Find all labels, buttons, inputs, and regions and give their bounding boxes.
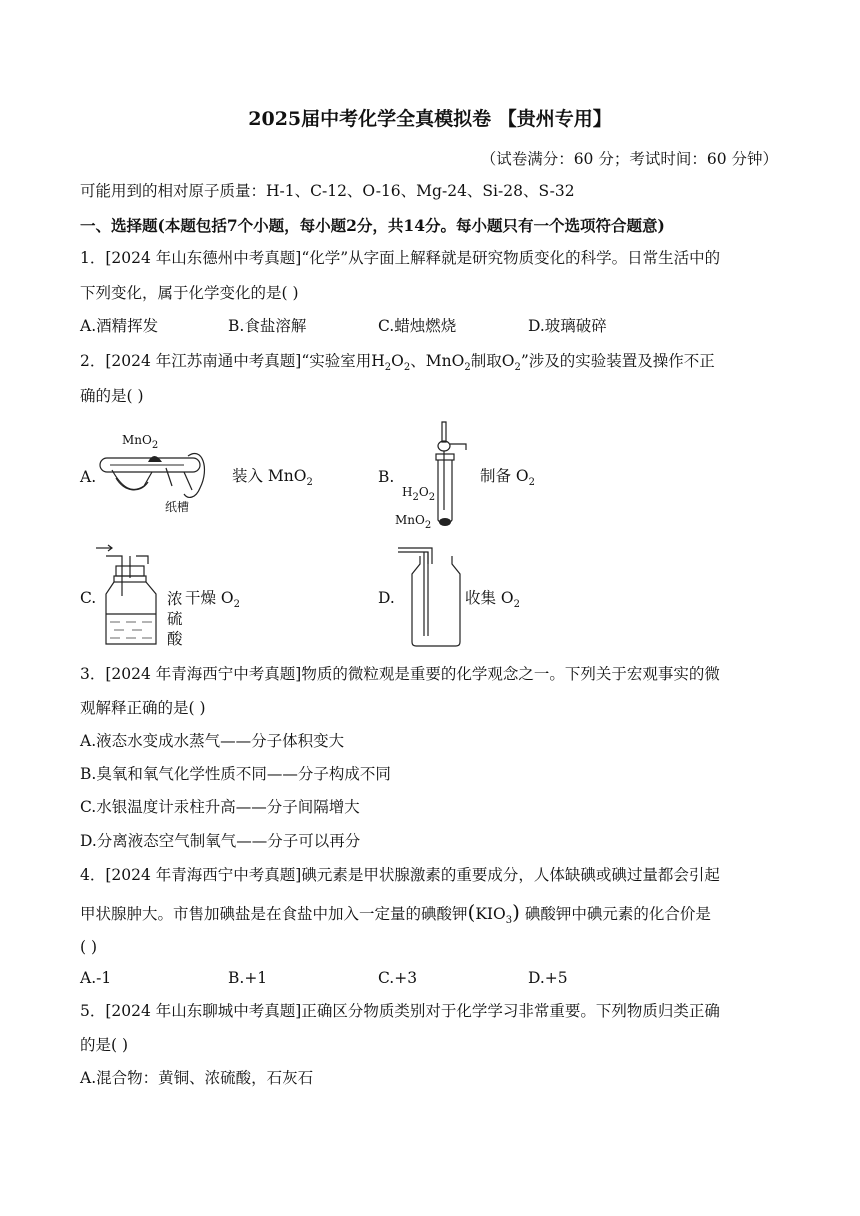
fig-c-acid-char-2: 硫	[167, 610, 183, 628]
section-heading: 一、选择题(本题包括7个小题，每小题2分，共14分。每小题只有一个选项符合题意)	[80, 216, 665, 235]
q3-line1: 3．[2024 年青海西宁中考真题]物质的微粒观是重要的化学观念之一。下列关于宏观事实的微	[80, 665, 720, 683]
q4-option-a: A.-1	[80, 969, 112, 987]
fig-a-mno2-label: MnO$_2$	[122, 433, 159, 451]
fig-b-caption: 制备 $O_2$	[480, 467, 536, 488]
q1-option-a: A.酒精挥发	[80, 317, 159, 335]
fig-a-caption: 装入 MnO$_2$	[232, 467, 313, 488]
q4-line2: 甲状腺肿大。市售加碘盐是在食盐中加入一定量的碘酸钾$(KIO_3)$ 碘酸钾中碘元素的化合价是	[80, 900, 711, 926]
fig-b-h2o2-label: $H_2O_2$	[402, 485, 436, 503]
q4-line3: ( )	[80, 938, 98, 956]
q5-option-a: A.混合物：黄铜、浓硫酸，石灰石	[80, 1069, 314, 1087]
fig-c-acid-char-3: 酸	[167, 630, 183, 648]
fig-d-collection-bottle-figure	[396, 544, 468, 653]
fig-c-acid-char-1: 浓	[167, 590, 183, 608]
exam-meta: （试卷满分：60 分；考试时间：60 分钟）	[480, 150, 778, 168]
q4-option-b: B.+1	[228, 969, 268, 987]
q2-line2: 确的是( )	[80, 387, 144, 405]
q5-line2: 的是( )	[80, 1036, 129, 1054]
q1-option-b: B.食盐溶解	[228, 317, 307, 335]
fig-a-letter: A.	[80, 468, 97, 486]
q1-option-c: C.蜡烛燃烧	[378, 317, 457, 335]
fig-b-letter: B.	[378, 468, 395, 486]
q3-option-b: B.臭氧和氧气化学性质不同——分子构成不同	[80, 765, 391, 783]
fig-c-gas-washing-bottle-figure	[92, 544, 172, 653]
fig-a-trough-label: 纸槽	[165, 500, 190, 514]
q3-option-a: A.液态水变成水蒸气——分子体积变大	[80, 732, 345, 750]
fig-b-mno2-label: MnO$_2$	[395, 513, 432, 531]
q4-option-c: C.+3	[378, 969, 418, 987]
fig-c-caption: 干燥 $O_2$	[185, 589, 241, 610]
q1-line1: 1．[2024 年山东德州中考真题]“化学”从字面上解释就是研究物质变化的科学。日常生活中的	[80, 249, 721, 267]
q4-option-d: D.+5	[528, 969, 568, 987]
q3-option-d: D.分离液态空气制氧气——分子可以再分	[80, 832, 361, 850]
q1-line2: 下列变化，属于化学变化的是( )	[80, 284, 299, 302]
fig-c-letter: C.	[80, 589, 97, 607]
page-title: 2025届中考化学全真模拟卷 【贵州专用】	[248, 108, 612, 130]
q4-line1: 4．[2024 年青海西宁中考真题]碘元素是甲状腺激素的重要成分，人体缺碘或碘过量都会引起	[80, 866, 720, 884]
q2-line1: 2．[2024 年江苏南通中考真题]“实验室用$H_2O_2$、MnO$_2$制取$O_2$”涉及的实验装置及操作不正	[80, 352, 715, 373]
fig-d-letter: D.	[378, 589, 395, 607]
atomic-masses: 可能用到的相对原子质量：H-1、C-12、O-16、Mg-24、Si-28、S-32	[80, 182, 575, 200]
q3-line2: 观解释正确的是( )	[80, 699, 206, 717]
q1-option-d: D.玻璃破碎	[528, 317, 607, 335]
q5-line1: 5．[2024 年山东聊城中考真题]正确区分物质类别对于化学学习非常重要。下列物质归类正确	[80, 1002, 720, 1020]
q3-option-c: C.水银温度计汞柱升高——分子间隔增大	[80, 798, 360, 816]
fig-d-caption: 收集 $O_2$	[465, 589, 521, 610]
